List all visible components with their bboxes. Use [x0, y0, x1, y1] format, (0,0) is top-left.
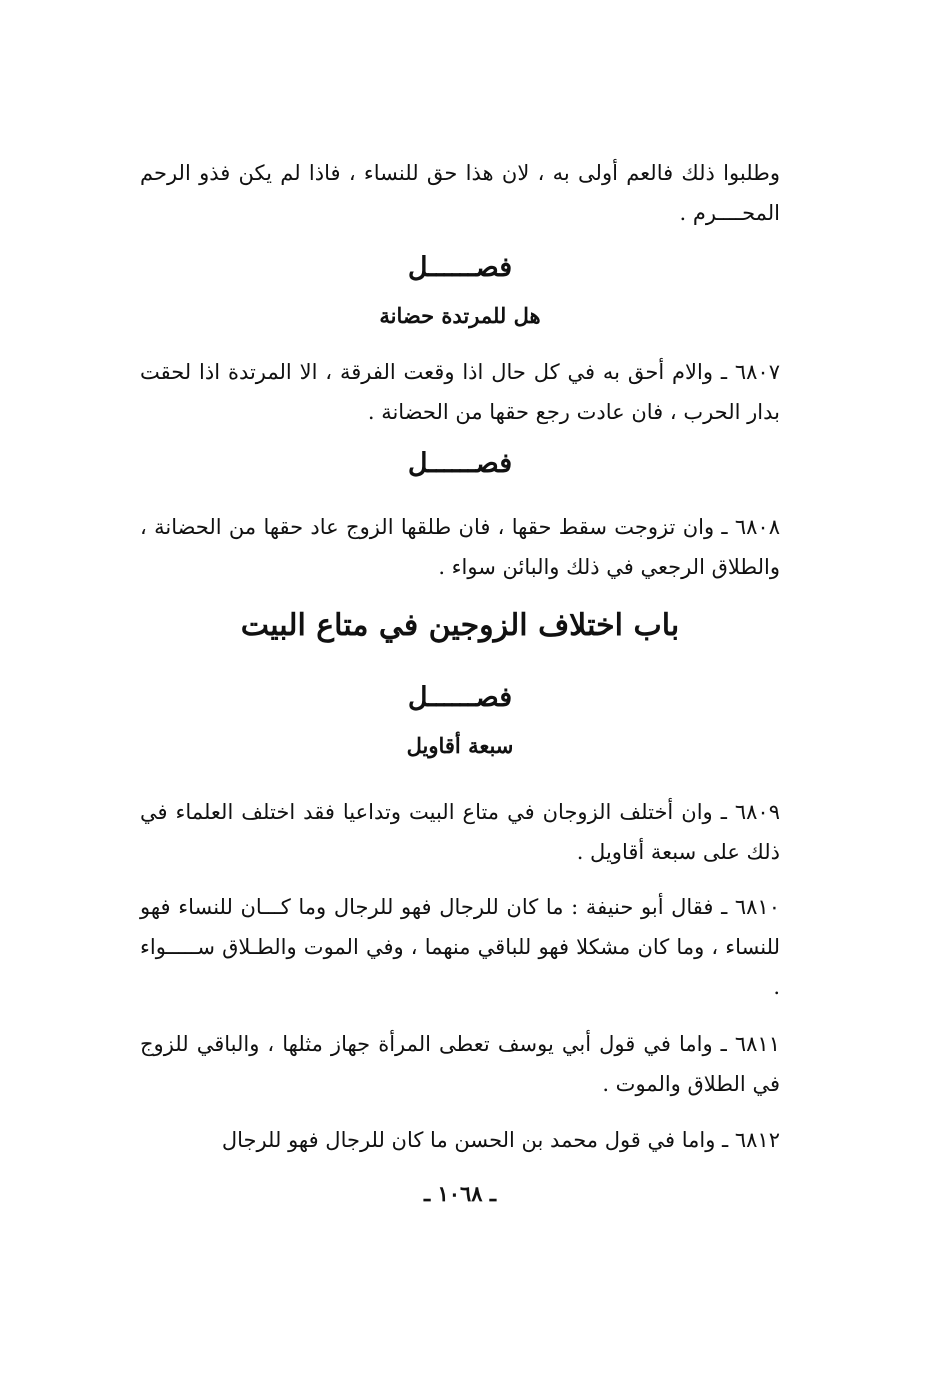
page-number: ـ ١٠٦٨ ـ: [423, 1181, 497, 1206]
paragraph-intro: وطلبوا ذلك فالعم أولى به ، لان هذا حق للنساء ، فاذا لم يكن فذو الرحم المحــــرم .: [140, 161, 780, 225]
paragraph-6810: ٦٨١٠ ـ فقال أبو حنيفة : ما كان للرجال فهو للرجال وما كـــان للنساء فهو للنساء ، وما كان مشكلا فهو للباقي منهما ، وفي الموت والطـلاق ســـــواء .: [140, 895, 780, 999]
section-subheading-seven-opinions: سبعة أقاويل: [406, 733, 514, 758]
section-subheading-apostate-custody: هل للمرتدة حضانة: [379, 303, 541, 328]
paragraph-6812: ٦٨١٢ ـ واما في قول محمد بن الحسن ما كان للرجال فهو للرجال: [221, 1128, 780, 1152]
chapter-title: باب اختلاف الزوجين في متاع البيت: [240, 608, 680, 643]
section-heading-fasl-3: فصــــــل: [407, 682, 513, 713]
paragraph-6807: ٦٨٠٧ ـ والام أحق به في كل حال اذا وقعت الفرقة ، الا المرتدة اذا لحقت بدار الحرب ، فان عادت رجع حقها من الحضانة .: [140, 360, 780, 424]
section-heading-fasl-1: فصــــــل: [407, 252, 513, 283]
paragraph-6809: ٦٨٠٩ ـ وان أختلف الزوجان في متاع البيت وتداعيا فقد اختلف العلماء في ذلك على سبعة أقاويل .: [140, 800, 780, 864]
paragraph-6808: ٦٨٠٨ ـ وان تزوجت سقط حقها ، فان طلقها الزوج عاد حقها من الحضانة ، والطلاق الرجعي في ذلك والبائن سواء .: [140, 515, 780, 579]
paragraph-6811: ٦٨١١ ـ واما في قول أبي يوسف تعطى المرأة جهاز مثلها ، والباقي للزوج في الطلاق والموت .: [140, 1032, 780, 1096]
section-heading-fasl-2: فصــــــل: [407, 448, 513, 479]
